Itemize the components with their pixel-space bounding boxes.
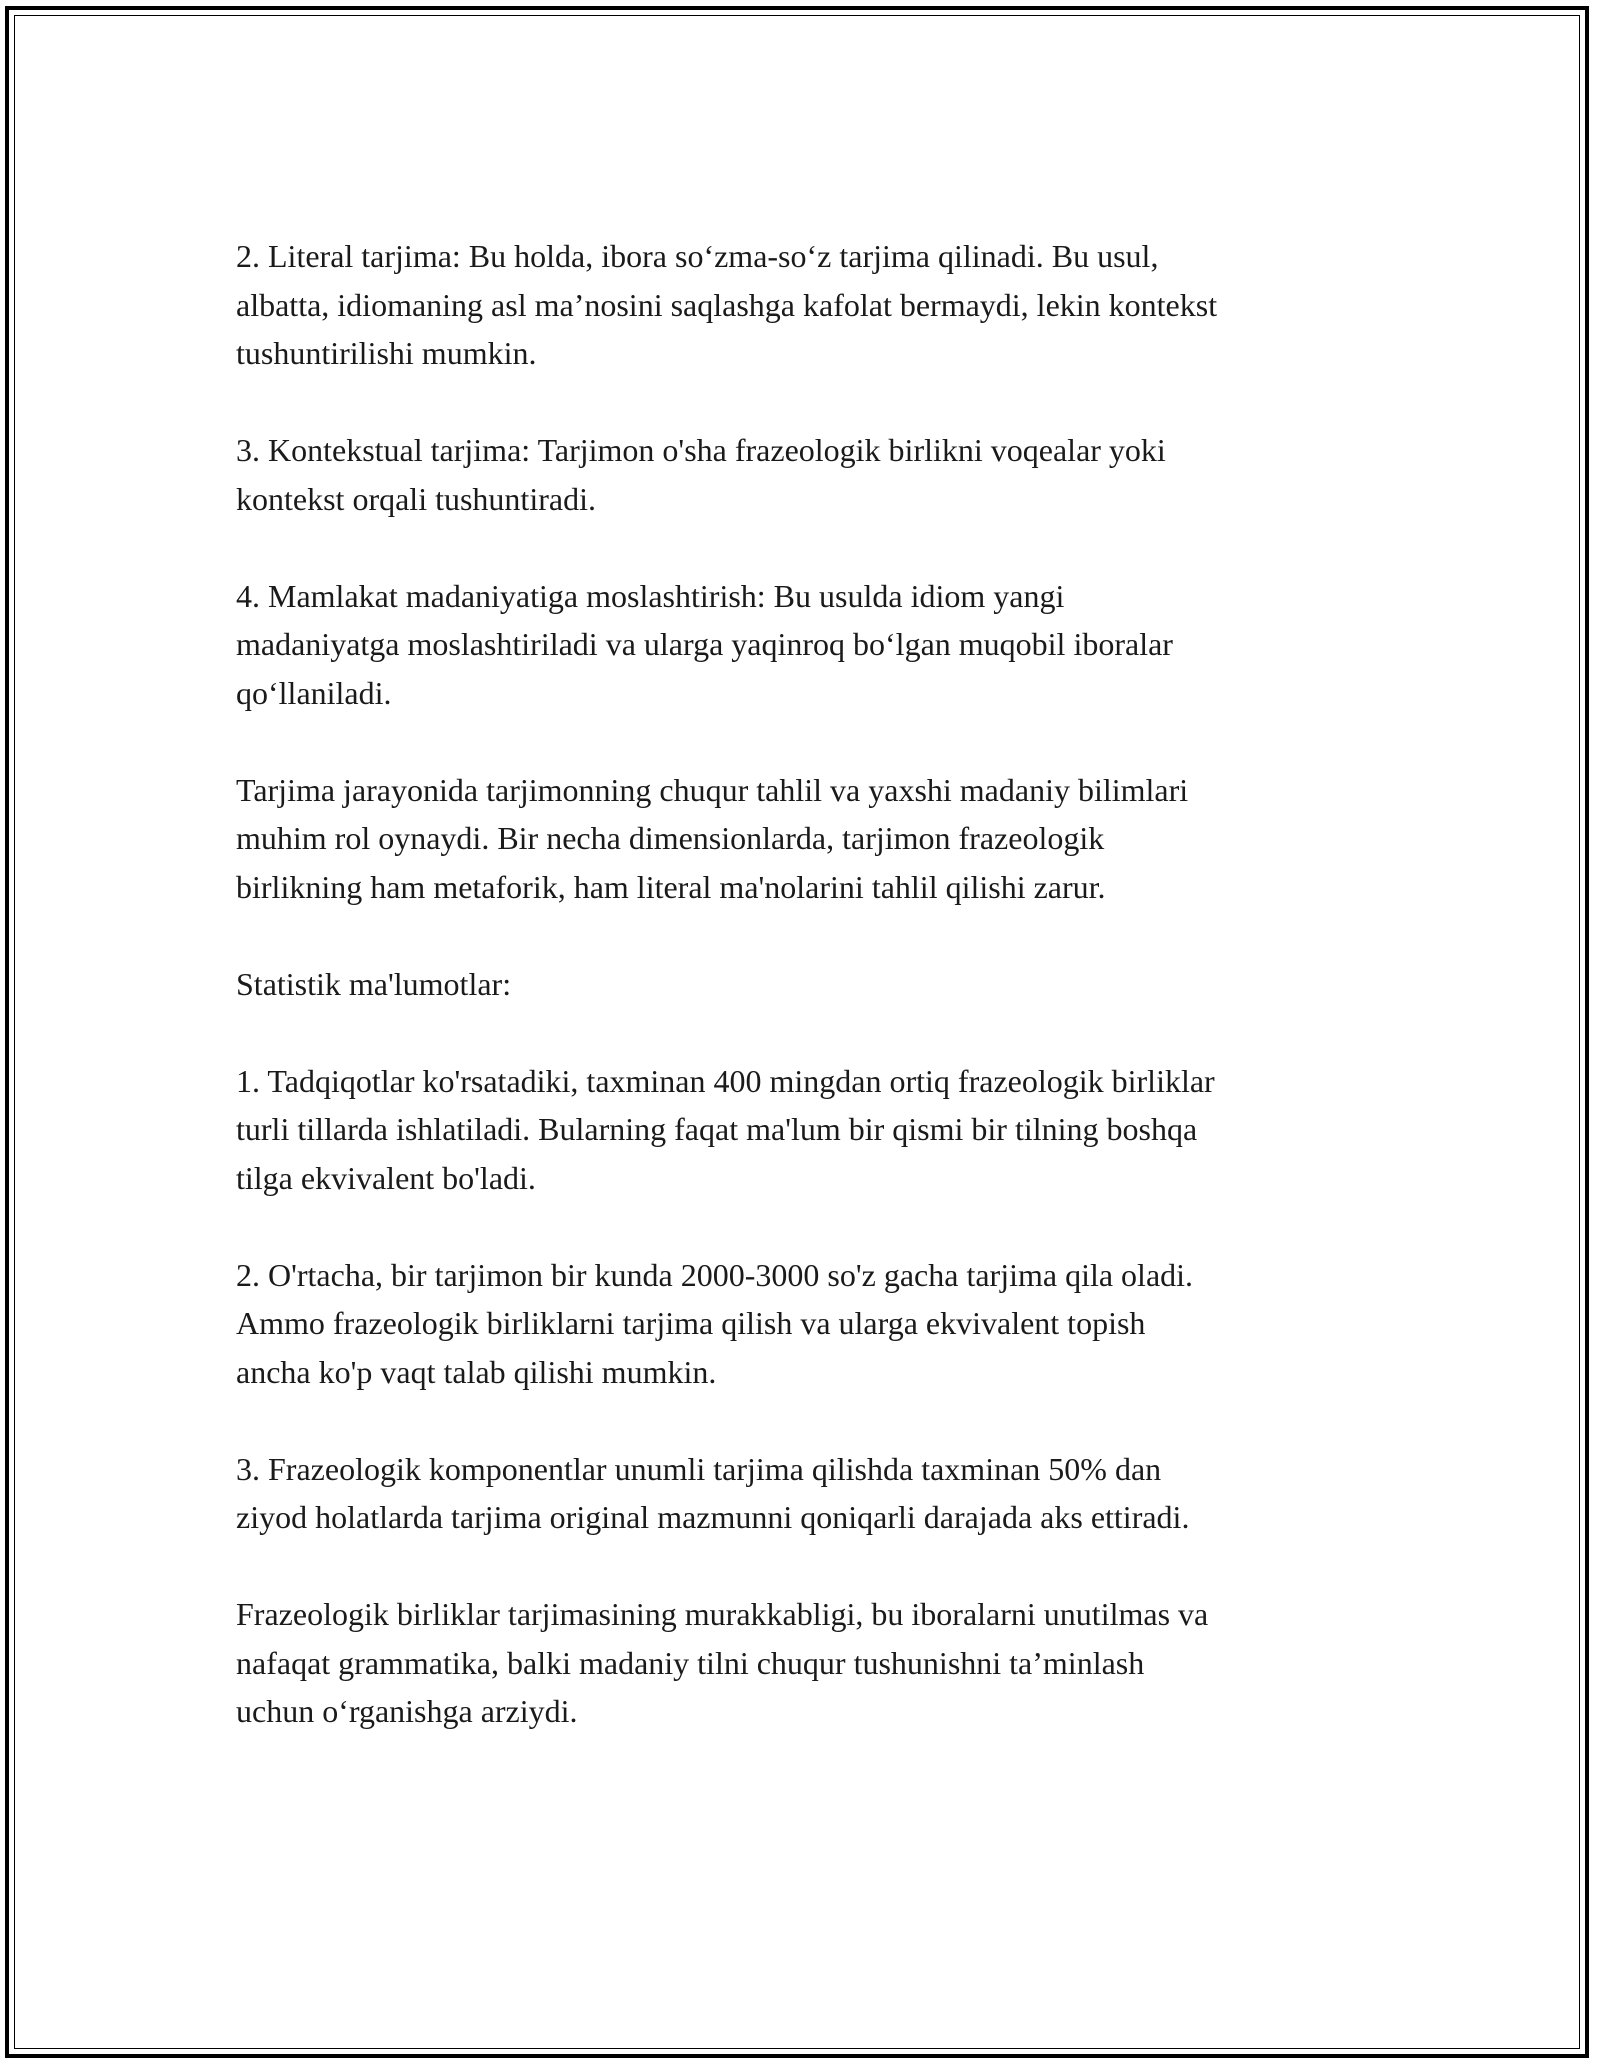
text-line: kontekst orqali tushuntiradi. xyxy=(236,480,596,517)
text-line: Ammo frazeologik birliklarni tarjima qilish va ularga ekvivalent topish xyxy=(236,1305,1146,1341)
text-line: ancha ko'p vaqt talab qilishi mumkin. xyxy=(236,1353,717,1390)
text-line: madaniyatga moslashtiriladi va ularga yaqinroq bo‘lgan muqobil iboralar xyxy=(236,626,1173,662)
text-line: qo‘llaniladi. xyxy=(236,674,392,711)
text-line: tilga ekvivalent bo'ladi. xyxy=(236,1159,536,1196)
text-line: albatta, idiomaning asl ma’nosini saqlashga kafolat bermaydi, lekin kontekst xyxy=(236,286,1218,323)
text-line: 3. Frazeologik komponentlar unumli tarjima qilishda taxminan 50% dan xyxy=(236,1450,1162,1487)
paragraph-literal-translation xyxy=(236,232,1376,378)
text-line: 4. Mamlakat madaniyatiga moslashtirish: Bu usulda idiom yangi xyxy=(236,577,1065,614)
text-line: Frazeologik birliklar tarjimasining murakkabligi, bu iboralarni unutilmas va xyxy=(236,1596,1209,1632)
text-line: birlikning ham metaforik, ham literal ma'nolarini tahlil qilishi zarur. xyxy=(236,868,1106,905)
paragraph-translation-process xyxy=(236,766,1376,912)
paragraph-conclusion xyxy=(236,1590,1376,1736)
text-line: ziyod holatlarda tarjima original mazmunni qoniqarli darajada aks ettiradi. xyxy=(236,1499,1190,1535)
paragraph-stat-3 xyxy=(236,1445,1376,1542)
text-line: uchun o‘rganishga arziydi. xyxy=(236,1693,578,1729)
text-line: 2. O'rtacha, bir tarjimon bir kunda 2000-3000 so'z gacha tarjima qila oladi. xyxy=(236,1256,1194,1293)
text-line: 1. Tadqiqotlar ko'rsatadiki, taxminan 400 mingdan ortiq frazeologik birliklar xyxy=(236,1062,1215,1099)
section-heading-statistics xyxy=(236,960,1376,1009)
text-line: Tarjima jarayonida tarjimonning chuqur tahlil va yaxshi madaniy bilimlari xyxy=(236,771,1189,808)
document-body xyxy=(236,232,1376,1784)
text-line: turli tillarda ishlatiladi. Bularning faqat ma'lum bir qismi bir tilning boshqa xyxy=(236,1111,1198,1147)
paragraph-stat-2 xyxy=(236,1251,1376,1397)
paragraph-stat-1 xyxy=(236,1057,1376,1203)
text-line: nafaqat grammatika, balki madaniy tilni chuqur tushunishni ta’minlash xyxy=(236,1644,1145,1681)
text-line: 2. Literal tarjima: Bu holda, ibora so‘zma-so‘z tarjima qilinadi. Bu usul, xyxy=(236,238,1159,274)
paragraph-contextual-translation xyxy=(236,426,1376,523)
paragraph-cultural-adaptation xyxy=(236,572,1376,718)
text-line: Statistik ma'lumotlar: xyxy=(236,965,512,1002)
text-line: muhim rol oynaydi. Bir necha dimensionlarda, tarjimon frazeologik xyxy=(236,820,1105,856)
text-line: 3. Kontekstual tarjima: Tarjimon o'sha frazeologik birlikni voqealar yoki xyxy=(236,432,1166,468)
text-line: tushuntirilishi mumkin. xyxy=(236,335,537,371)
